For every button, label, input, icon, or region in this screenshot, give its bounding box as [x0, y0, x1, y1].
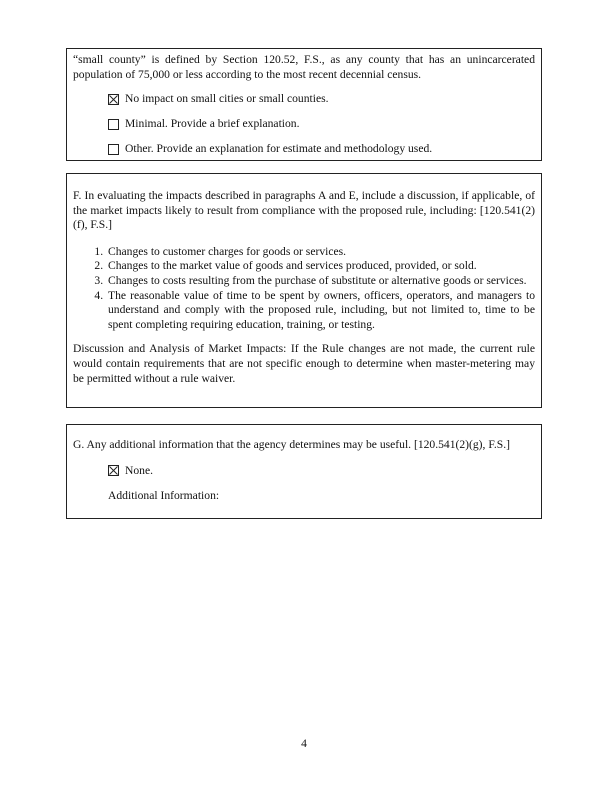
section-f-intro: F. In evaluating the impacts described in paragraphs A and E, include a discussion, if applicable, of the market impacts likely to result from compliance with the proposed rule, including: [120.541(2)(f), F.S.] [73, 189, 535, 232]
option-none[interactable] [108, 464, 535, 479]
additional-information-label: Additional Information: [108, 489, 220, 503]
option-other[interactable] [108, 142, 535, 157]
option-label: None. [125, 463, 154, 477]
checkbox-icon[interactable] [108, 144, 119, 155]
section-f-box [66, 173, 542, 408]
option-label: Other. Provide an explanation for estimate and methodology used. [125, 142, 433, 156]
page-number: 4 [301, 737, 307, 750]
market-impacts-list [73, 245, 535, 333]
list-item: 3. Changes to costs resulting from the purchase of substitute or alternative goods or services. [106, 274, 535, 289]
section-e-box [66, 48, 542, 161]
list-item: 4. The reasonable value of time to be spent by owners, officers, operators, and managers to understand and comply with the proposed rule, including, but not limited to, time to be spent completing requiring education, training, or testing. [106, 289, 535, 333]
option-minimal[interactable] [108, 117, 535, 132]
checkbox-icon[interactable] [108, 119, 119, 130]
section-g-intro: G. Any additional information that the agency determines may be useful. [120.541(2)(g), F.S.] [73, 438, 510, 451]
list-item: 2. Changes to the market value of goods and services produced, provided, or sold. [106, 259, 535, 274]
list-item: 1. Changes to customer charges for goods or services. [106, 245, 535, 260]
section-g-box [66, 424, 542, 519]
option-label: No impact on small cities or small counties. [125, 92, 329, 106]
option-no-impact[interactable] [108, 92, 535, 107]
small-county-definition: “small county” is defined by Section 120.52, F.S., as any county that has an unincarcerated population of 75,000 or less according to the most recent decennial census. [73, 53, 535, 81]
checked-box-icon[interactable] [108, 465, 119, 476]
market-impacts-discussion: Discussion and Analysis of Market Impacts: If the Rule changes are not made, the current rule would contain requirements that are not specific enough to determine when master-metering may be permitted without a rule waiver. [73, 342, 535, 385]
option-label: Minimal. Provide a brief explanation. [125, 116, 300, 130]
checked-box-icon[interactable] [108, 94, 119, 105]
